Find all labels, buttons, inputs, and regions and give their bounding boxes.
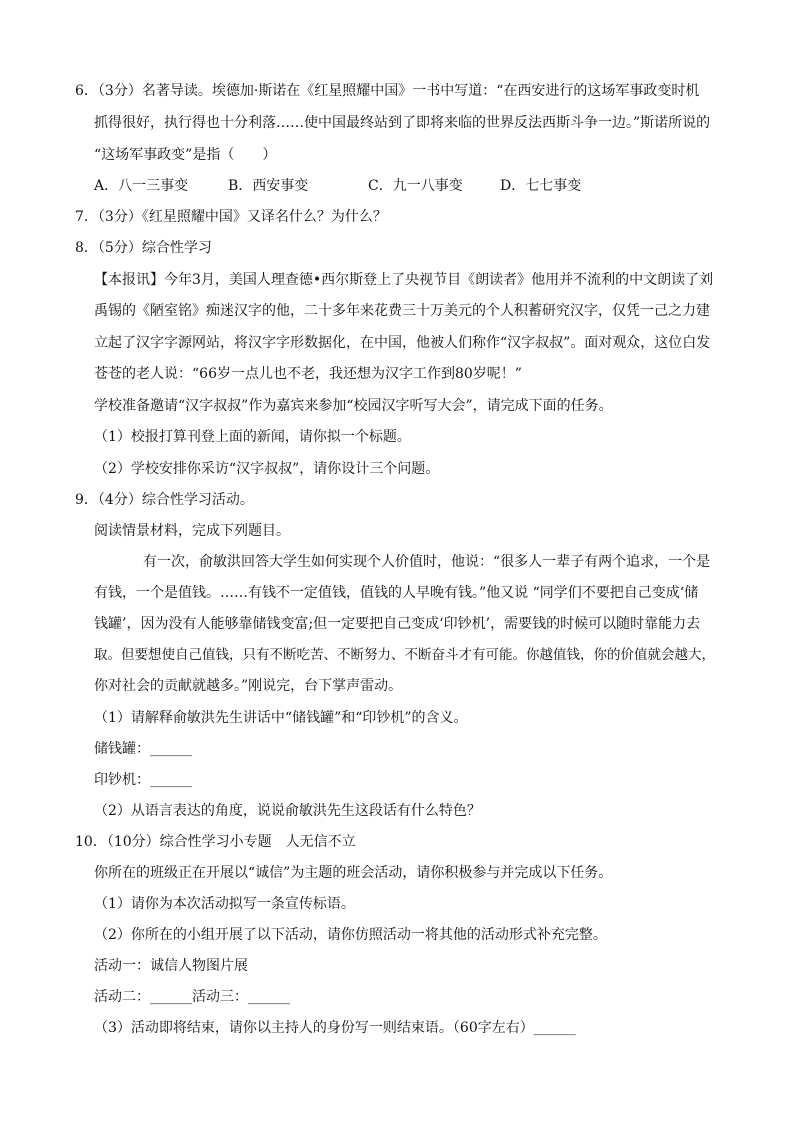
q9-material-line3: 钱罐’，因为没有人能够靠储钱变富;但一定要把自己变成‘印钞机’，需要钱的时候可以随时靠能力去 [94,616,701,632]
q10-stem: 10．（10分）综合性学习小专题 人无信不立 [75,834,356,850]
q9-material-line2: 有钱，一个是值钱。……有钱不一定值钱，值钱的人早晚有钱。”他又说 “同学们不要把自己变成‘储 [94,585,699,601]
q6-stem-line3: “这场军事政变”是指（ ） [94,147,277,163]
q9-answer-yinchaoji: 印钞机：______ [94,772,192,788]
q6-stem-line1: 6．（3分）名著导读。埃德加·斯诺在《红星照耀中国》一书中写道：“在西安进行的这场军事政变时机 [75,83,700,99]
q9-material-line5: 你对社会的贡献就越多。”刚说完，台下掌声雷动。 [94,678,403,694]
q6-option-a: A．八一三事变 [94,178,189,194]
q6-option-b: B．西安事变 [228,178,309,194]
q9-task1: （1）请解释俞敏洪先生讲话中“储钱罐”和“印钞机”的含义。 [94,710,468,726]
q8-news-line1: 【本报讯】今年3月，美国人理查德•西尔斯登上了央视节目《朗读者》他用并不流利的中文朗读了刘 [94,272,714,288]
q7-stem: 7．（3分）《红星照耀中国》又译名什么？为什么？ [75,209,387,225]
q9-intro: 阅读情景材料，完成下列题目。 [94,523,290,539]
q10-activity1: 活动一：诚信人物图片展 [94,958,248,974]
q10-intro: 你所在的班级正在开展以“诚信”为主题的班会活动，请你积极参与并完成以下任务。 [94,865,613,881]
q8-task1: （1）校报打算刊登上面的新闻，请你拟一个标题。 [94,429,411,445]
q6-option-c: C．九一八事变 [368,178,463,194]
q9-material-line4: 取。但要想使自己值钱，只有不断吃苦、不断努力、不断奋斗才有可能。你越值钱，你的价值就会越大， [94,647,715,663]
q8-task2: （2）学校安排你采访“汉字叔叔”，请你设计三个问题。 [94,461,440,477]
q9-answer-chuqianguan: 储钱罐：______ [94,741,192,757]
q8-news-line4: 苍苍的老人说：“66岁一点儿也不老，我还想为汉字工作到80岁呢！” [94,366,522,382]
q8-news-line3: 立起了汉字字源网站，将汉字字形数据化，在中国，他被人们称作“汉字叔叔”。面对观众，这位白发 [94,335,711,351]
q10-task3: （3）活动即将结束，请你以主持人的身份写一则结束语。（60字左右）______ [94,1020,576,1036]
q8-task-intro: 学校准备邀请“汉字叔叔”作为嘉宾来参加“校园汉字听写大会”，请完成下面的任务。 [94,398,613,414]
q9-material-line1: 有一次，俞敏洪回答大学生如何实现个人价值时，他说：“很多人一辈子有两个追求，一个是 [143,554,711,570]
q10-task2: （2）你所在的小组开展了以下活动，请你仿照活动一将其他的活动形式补充完整。 [94,927,607,943]
q8-stem: 8．（5分）综合性学习 [75,240,212,256]
q8-news-line2: 禹锡的《陋室铭》痴迷汉字的他，二十多年来花费三十万美元的个人积蓄研究汉字，仅凭一己之力建 [94,303,710,319]
q10-task1: （1）请你为本次活动拟写一条宣传标语。 [94,896,355,912]
q9-task2: （2）从语言表达的角度，说说俞敏洪先生这段话有什么特色？ [94,803,481,819]
q6-option-d: D．七七事变 [500,178,582,194]
q6-options [94,176,694,196]
q10-activity2-3: 活动二：______活动三：______ [94,989,290,1005]
q6-stem-line2: 抓得很好，执行得也十分利落……使中国最终站到了即将来临的世界反法西斯斗争一边。”斯诺所说的 [94,115,711,131]
q9-stem: 9．（4分）综合性学习活动。 [75,492,254,508]
